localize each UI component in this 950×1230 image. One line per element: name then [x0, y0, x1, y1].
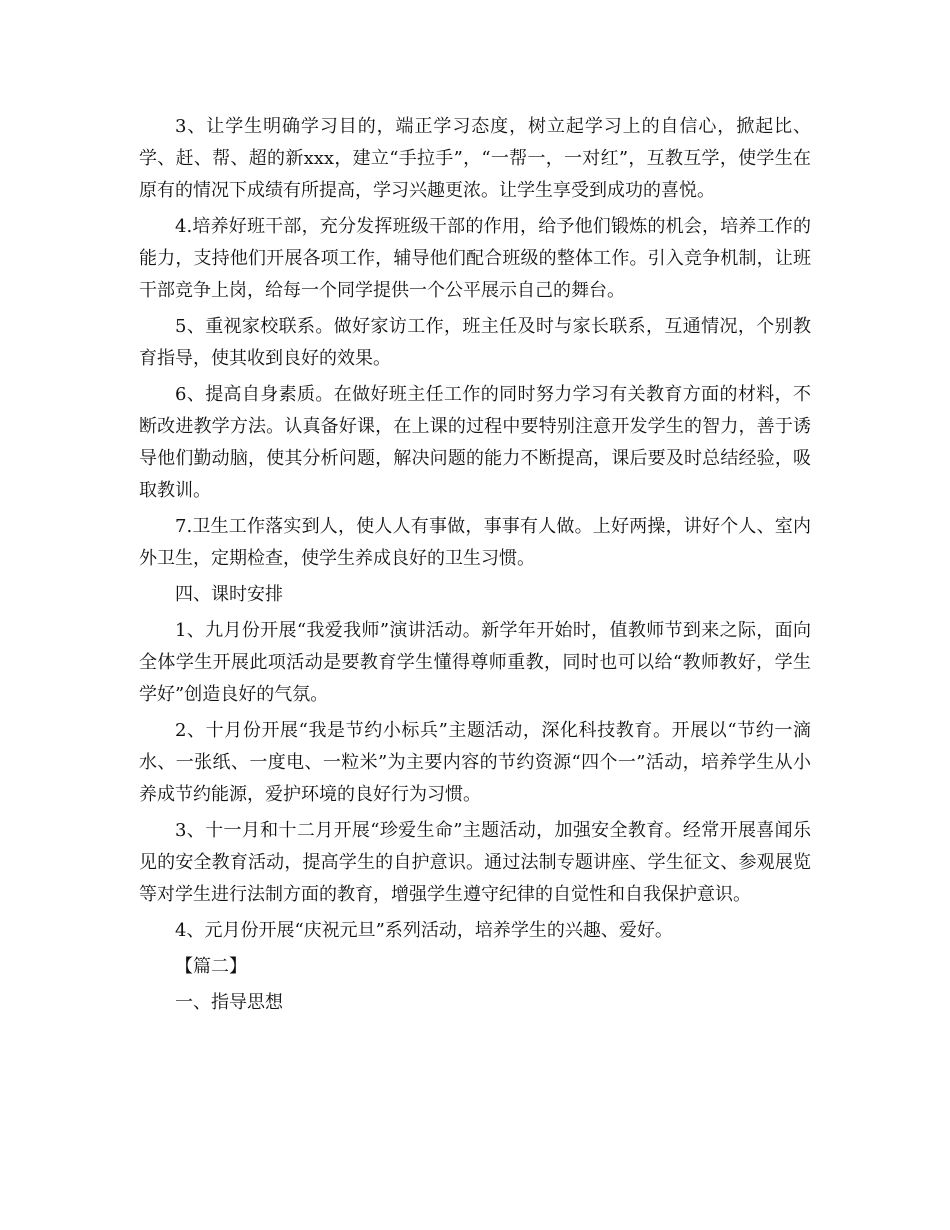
paragraph-item-7: 7.卫生工作落实到人，使人人有事做，事事有人做。上好两操，讲好个人、室内外卫生，定期检查，使学生养成良好的卫生习惯。: [139, 516, 811, 569]
paragraph-item-6: 6、提高自身素质。在做好班主任工作的同时努力学习有关教育方面的材料，不断改进教学方法。认真备好课，在上课的过程中要特别注意开发学生的智力，善于诱导他们勤动脑，使其分析问题，解决问题的能力不断提高，课后要及时总结经验，吸取教训。: [139, 384, 811, 501]
schedule-item-4: 4、元月份开展“庆祝元旦”系列活动，培养学生的兴趣、爱好。: [175, 920, 673, 941]
schedule-item-3: 3、十一月和十二月开展“珍爱生命”主题活动，加强安全教育。经常开展喜闻乐见的安全教育活动，提高学生的自护意识。通过法制专题讲座、学生征文、参观展览等对学生进行法制方面的教育，增强学生遵守纪律的自觉性和自我保护意识。: [139, 820, 811, 905]
section-heading-guiding-ideology: 一、指导思想: [175, 992, 283, 1013]
paragraph-item-3: 3、让学生明确学习目的，端正学习态度，树立起学习上的自信心，掀起比、学、赶、帮、超的新xxx，建立“手拉手”，“一帮一，一对红”，互教互学，使学生在原有的情况下成绩有所提高，学习兴趣更浓。让学生享受到成功的喜悦。: [139, 116, 811, 201]
schedule-item-2: 2、十月份开展“我是节约小标兵”主题活动，深化科技教育。开展以“节约一滴水、一张纸、一度电、一粒米”为主要内容的节约资源“四个一”活动，培养学生从小养成节约能源，爱护环境的良好行为习惯。: [139, 720, 811, 805]
paragraph-item-5: 5、重视家校联系。做好家访工作，班主任及时与家长联系，互通情况，个别教育指导，使其收到良好的效果。: [139, 316, 811, 369]
schedule-item-1: 1、九月份开展“我爱我师”演讲活动。新学年开始时，值教师节到来之际，面向全体学生开展此项活动是要教育学生懂得尊师重教，同时也可以给“教师教好，学生学好”创造良好的气氛。: [139, 620, 811, 705]
section-heading-schedule: 四、课时安排: [175, 584, 283, 605]
document-body: [139, 111, 811, 1023]
part-two-heading: 【篇二】: [175, 956, 247, 977]
paragraph-item-4: 4.培养好班干部，充分发挥班级干部的作用，给予他们锻炼的机会，培养工作的能力，支持他们开展各项工作，辅导他们配合班级的整体工作。引入竞争机制，让班干部竞争上岗，给每一个同学提供一个公平展示自己的舞台。: [139, 216, 811, 301]
